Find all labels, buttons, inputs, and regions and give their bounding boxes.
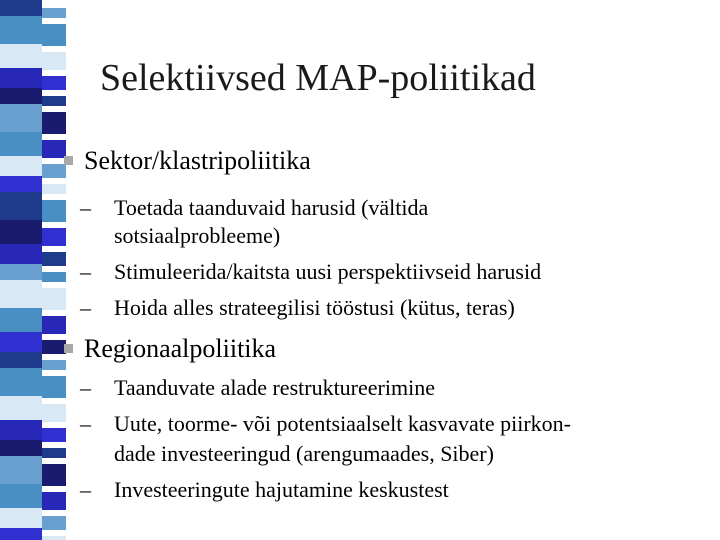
- sub-bullet-text: sotsiaalprobleeme): [114, 223, 281, 248]
- stripe-block: [0, 0, 42, 16]
- sub-bullet-text: Investeeringute hajutamine keskustest: [114, 477, 449, 502]
- stripe-block: [0, 456, 42, 484]
- stripe-block: [0, 244, 42, 264]
- stripe-block: [0, 88, 42, 104]
- square-bullet-icon: [64, 344, 73, 353]
- stripe-block: [0, 420, 42, 440]
- stripe-block: [0, 192, 42, 220]
- stripe-block: [0, 396, 42, 420]
- stripe-block: [0, 220, 42, 244]
- stripe-block: [0, 508, 42, 528]
- stripe-block: [0, 280, 42, 308]
- stripe-block: [42, 96, 66, 106]
- stripe-block: [42, 252, 66, 266]
- stripe-block: [42, 492, 66, 510]
- stripe-block: [42, 428, 66, 442]
- stripe-block: [42, 76, 66, 90]
- stripe-block: [0, 68, 42, 88]
- bullet-regionaal: [84, 334, 276, 364]
- stripe-block: [42, 376, 66, 398]
- dash-icon: –: [80, 195, 91, 220]
- stripe-block: [42, 288, 66, 310]
- stripe-block: [0, 104, 42, 132]
- bullet-text: Sektor/klastripoliitika: [84, 146, 311, 175]
- dash-icon: –: [80, 259, 91, 284]
- stripe-block: [42, 200, 66, 222]
- stripe-block: [0, 484, 42, 508]
- stripe-block: [0, 44, 42, 68]
- stripe-block: [42, 340, 66, 354]
- stripe-block: [42, 24, 66, 46]
- stripe-block: [0, 528, 42, 540]
- slide-title: Selektiivsed MAP-poliitikad: [100, 57, 536, 99]
- stripe-block: [0, 440, 42, 456]
- dash-icon: –: [80, 411, 91, 436]
- stripe-block: [42, 516, 66, 530]
- stripe-block: [42, 164, 66, 178]
- stripe-block: [0, 352, 42, 368]
- stripe-block: [42, 448, 66, 458]
- sub-bullet-text: Hoida alles strateegilisi tööstusi (kütus, teras): [114, 295, 515, 320]
- stripe-block: [42, 228, 66, 246]
- stripe-block: [0, 368, 42, 396]
- stripe-block: [42, 112, 66, 134]
- stripe-block: [42, 360, 66, 370]
- stripe-block: [42, 464, 66, 486]
- sub-bullet-text: Taanduvate alade restruktureerimine: [114, 375, 435, 400]
- stripe-block: [0, 132, 42, 156]
- stripe-block: [42, 272, 66, 282]
- stripe-block: [0, 332, 42, 352]
- dash-icon: –: [80, 375, 91, 400]
- sub-bullet-text: Stimuleerida/kaitsta uusi perspektiivseid harusid: [114, 259, 542, 284]
- stripe-block: [0, 176, 42, 192]
- bullet-text: Regionaalpoliitika: [84, 334, 277, 363]
- stripe-block: [42, 316, 66, 334]
- dash-icon: –: [80, 477, 91, 502]
- sub-bullet-text: Toetada taanduvaid harusid (vältida: [114, 195, 429, 220]
- stripe-block: [42, 140, 66, 158]
- stripe-block: [42, 52, 66, 70]
- stripe-block: [0, 264, 42, 280]
- stripe-block: [42, 536, 66, 540]
- sub-bullet-text: dade investeeringud (arengumaades, Siber): [114, 441, 494, 466]
- stripe-block: [0, 156, 42, 176]
- stripe-block: [0, 308, 42, 332]
- stripe-block: [42, 184, 66, 194]
- bullet-sektor: [84, 146, 311, 176]
- stripe-block: [42, 404, 66, 422]
- stripe-block: [0, 16, 42, 44]
- dash-icon: –: [80, 295, 91, 320]
- sub-bullet-text: Uute, toorme- või potentsiaalselt kasvavate piirkon-: [114, 411, 571, 436]
- square-bullet-icon: [64, 156, 73, 165]
- stripe-block: [42, 8, 66, 18]
